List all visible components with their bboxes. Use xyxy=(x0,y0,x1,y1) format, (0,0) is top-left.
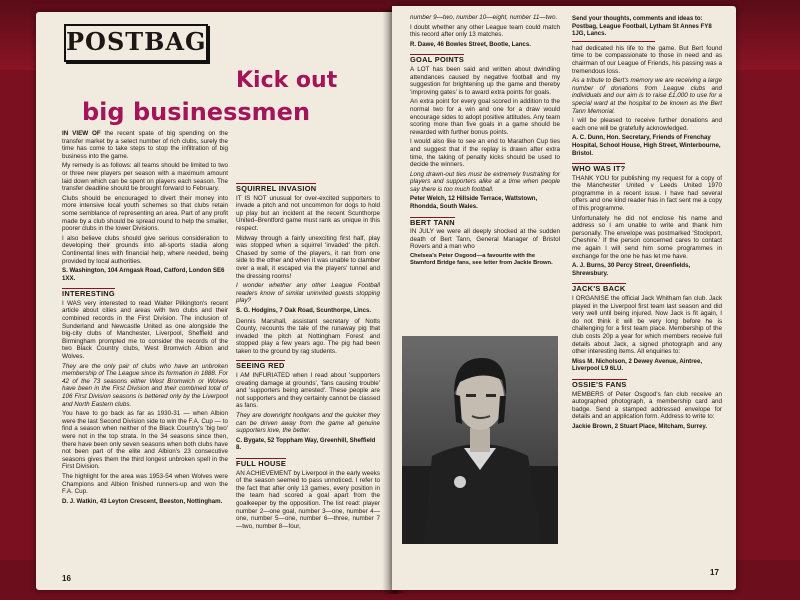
squirrel-signature: S. G. Hodgins, 7 Oak Road, Scunthorpe, Lincs. xyxy=(236,306,372,314)
squirrel-italic: I wonder whether any other League Football readers know of similar uninvited guests stopping play? xyxy=(236,282,380,305)
who-was-it-signature: A. J. Burns, 30 Percy Street, Greenfields, Shrewsbury. xyxy=(572,262,691,277)
squirrel-p2: Midway through a fairly unexciting first half, play was stopped when a squirrel 'invaded' the pitch. Chased by some of the players, it ran from one side to the other and when it was unable to clamber over a wall, it escaped via the players' tunnel and the dressing rooms! xyxy=(236,234,380,280)
send-thoughts: Send your thoughts, comments and ideas to: Postbag, League Football, Lytham St Annes FY8 1JG, Lancs. xyxy=(572,15,712,38)
goal-points-signature: Peter Welch, 12 Hillside Terrace, Wattstown, Rhondda, South Wales. xyxy=(410,195,538,211)
bert-tann-cont-1: had dedicated his life to the game. But Bert found time to be compassionate to those in need and as chairman of our League of Friends, his passing was a tremendous loss. xyxy=(572,44,722,75)
interesting-p2: You have to go back as far as 1930-31 — when Albion were the last Second Division side to win the F.A. Cup — to find a season when neither of the Black Country's 'big two' were not in the top strata. In the 34 seasons since then, there have been only seven seasons when both clubs have not been part of the elite and Albion's 23 consecutive seasons gives them the third longest unbroken spell in the First Division. xyxy=(62,410,228,471)
goal-points-italic: Long drawn-out ties must be extremely frustrating for players and supporters alike at a time when people say there is too much football. xyxy=(410,170,560,193)
postbag-logo: POSTBAG xyxy=(64,24,208,62)
jacks-back-p1: I ORGANISE the official Jack Whitham fan club. Jack played in the Liverpool first team last season and did very well until being injured. Now Jack is fit again, I do not think it will be very long before he is challenging for a first team place. Membership of the club costs 20p a year for which members receive full details about Jack, a signed photograph and any other interesting items. All enquiries to: xyxy=(572,295,722,356)
right-column-1 xyxy=(410,14,560,270)
heading-jacks-back: JACK'S BACK xyxy=(572,284,626,294)
bert-tann-p1: IN JULY we were all deeply shocked at the sudden death of Bert Tann, General Manager of Bristol Rovers and a man who xyxy=(410,228,560,251)
seeing-red-italic: They are downright hooligans and the quicker they can be driven away from the game all genuine supporters love, the better. xyxy=(236,412,380,435)
intro-letter-p3: Clubs should be encouraged to divert their money into more intensive local youth schemes so that clubs retain some semblance of representing an area. Part of any profit made by a club should be spread round to help the smaller, poorer clubs in the lower Divisions. xyxy=(62,194,228,233)
bert-tann-signature: A. C. Dunn, Hon. Secretary, Friends of Frenchay Hospital, School House, High Street, Winterbourne, Bristol. xyxy=(572,134,721,157)
headline-line-1: Kick out xyxy=(236,68,338,93)
who-was-it-p2: Unfortunately he did not enclose his name and address so I am unable to write and thank him personally. The envelope was postmarked 'Stockport, Cheshire.' If the person concerned cares to contact me again I will send him some programmes in exchange for the one he has let me have. xyxy=(572,214,722,260)
ossies-fans-p1: MEMBERS of Peter Osgood's fan club receive an autographed photograph, a membership card and badge. Send a stamped addressed envelope for details and an application form. Address to write to: xyxy=(572,390,722,421)
who-was-it-p1: THANK YOU for publishing my request for a copy of the Manchester United v Leeds United 1970 programme in a recent issue. I have had several offers and one kind reader has in fact sent me a copy of this programme. xyxy=(572,174,722,213)
left-column-2 xyxy=(236,180,380,532)
right-column-2 xyxy=(572,14,722,434)
seeing-red-signature: C. Bygate, 52 Toppham Way, Greenhill, Sheffield 8. xyxy=(236,436,376,452)
heading-full-house: FULL HOUSE xyxy=(236,459,287,468)
magazine-spread xyxy=(36,6,736,594)
right-page xyxy=(392,6,736,590)
goal-points-p2: An extra point for every goal scored in addition to the normal two for a win and one for a draw would encourage sides to adopt positive attitudes. Any team scoring more than five goals in a game should be rewarded with further bonus points. xyxy=(410,98,560,136)
intro-letter-signature: S. Washington, 104 Arngask Road, Catford, London SE6 1XX. xyxy=(62,267,225,282)
peter-osgood-photo xyxy=(402,336,558,544)
interesting-p1: I WAS very interested to read Walter Pilkington's recent article about cities and areas with two clubs and their combined records in the First Division. The inclusion of Sunderland and Newcastle United as one alongside the big-city clubs of Manchester, Liverpool, Sheffield and Birmingham prompted me to consider the records of the two Black Country clubs, West Bromwich Albion and Wolves. xyxy=(62,299,228,361)
page-number-right: 17 xyxy=(710,568,719,577)
interesting-italic: They are the only pair of clubs who have an unbroken membership of The League since its formation in 1888. For 42 of the 73 seasons either West Bromwich or Wolves have been in the First Division and their combined total of 106 First Division seasons is bettered only by the Liverpool and North Eastern clubs. xyxy=(62,362,228,408)
page-number-left: 16 xyxy=(62,574,71,583)
ossies-fans-signature: Jackie Brown, 2 Stuart Place, Mitcham, Surrey. xyxy=(572,422,708,430)
squirrel-p1: IT IS NOT unusual for over-excited supporters to invade a pitch and not uncommon for dogs to hold up play but an incident at the recent Scunthorpe United–Brentford game must rank as unique in this respect. xyxy=(236,194,380,232)
footballer-photo-illustration xyxy=(402,336,558,544)
bert-tann-italic: As a tribute to Bert's memory we are receiving a large number of donations from League clubs and individuals and our aim is to raise £1,000 to use for a special ward at the hospital to be known as the Bert Tann Memorial. xyxy=(572,77,722,115)
intro-letter-p2: My remedy is as follows: all teams should be limited to two or three new players per season with a maximum amount laid down which can be spent on players each season. The transfer deadline should be brought forward to February. xyxy=(62,162,228,193)
left-column-1 xyxy=(62,130,228,508)
heading-bert-tann: BERT TANN xyxy=(410,217,455,227)
heading-ossies-fans: OSSIE'S FANS xyxy=(572,379,627,389)
heading-interesting: INTERESTING xyxy=(62,289,115,299)
heading-squirrel-invasion: SQUIRREL INVASION xyxy=(236,184,317,193)
interesting-signature: D. J. Watkin, 43 Leyton Crescent, Beeston, Nottingham. xyxy=(62,497,223,505)
interesting-p3: The highlight for the area was 1953-54 when Wolves were Champions and Albion finished runners-up and won the F.A. Cup. xyxy=(62,472,228,496)
goal-points-p3: I would also like to see an end to Marathon Cup ties and suggest that if the replay is drawn after extra time, the taking of penalty kicks should be used to decide the winners. xyxy=(410,138,560,169)
seeing-red-p1: I AM INFURIATED when I read about 'supporters creating damage at grounds', 'fans causing trouble' and 'supporters being arrested'. These people are not supporters and they certainly cannot be classed as fans. xyxy=(236,372,380,410)
photo-caption: Chelsea's Peter Osgood—a favourite with the Stamford Bridge fans, see letter from Jackie Brown. xyxy=(410,253,553,267)
intro-letter-p4: I also believe clubs should give serious consideration to developing their grounds into all-sports stadia along Continental lines with financial help, where needed, being provided by local authorities. xyxy=(62,234,228,265)
intro-letter-p1: IN VIEW OF the recent spate of big spending on the transfer market by a select number of rich clubs, surely the time has come to take steps to stop the infiltration of big business into the game. xyxy=(62,130,228,160)
heading-who-was-it: WHO WAS IT? xyxy=(572,164,626,174)
goal-points-p1: A LOT has been said and written about dwindling attendances caused by negative football and my suggestion for brightening up the game and thereby 'improving gates' is to award extra points for goals. xyxy=(410,65,560,96)
full-house-p1: AN ACHIEVEMENT by Liverpool in the early weeks of the season seemed to pass unnoticed. I refer to the fact that after only 13 games, every position in the team had scored a goal apart from the goalkeeper by the opposition. The list read: player number 2—one goal, number 3—one, number 4—one, number 5—one, number 6—three, number 7—two, number 8—four, xyxy=(236,469,380,530)
jacks-back-signature: Miss M. Nicholson, 2 Dewey Avenue, Aintree, Liverpool L9 6LU. xyxy=(572,357,703,373)
headline-line-2: big businessmen xyxy=(82,98,311,126)
heading-goal-points: GOAL POINTS xyxy=(410,55,465,65)
squirrel-footnote: Dennis Marshall, assistant secretary of Notts County, recounts the tale of the runaway pig that invaded the pitch at Nottingham Forest and stopped play a few years ago. The pig had been taken to the ground by rag students. xyxy=(236,317,380,355)
bert-tann-after: I will be pleased to receive further donations and each one will be gratefully acknowledged. xyxy=(572,117,722,132)
heading-seeing-red: SEEING RED xyxy=(236,361,285,371)
divider-rule xyxy=(572,41,655,42)
left-page xyxy=(36,12,394,590)
full-house-cont-2: I doubt whether any other League team could match this record after only 13 matches. xyxy=(410,23,560,39)
full-house-cont-1: number 9—two, number 10—eight, number 11—two. xyxy=(410,14,558,21)
full-house-signature: R. Dawe, 46 Bowles Street, Bootle, Lancs. xyxy=(410,40,531,48)
